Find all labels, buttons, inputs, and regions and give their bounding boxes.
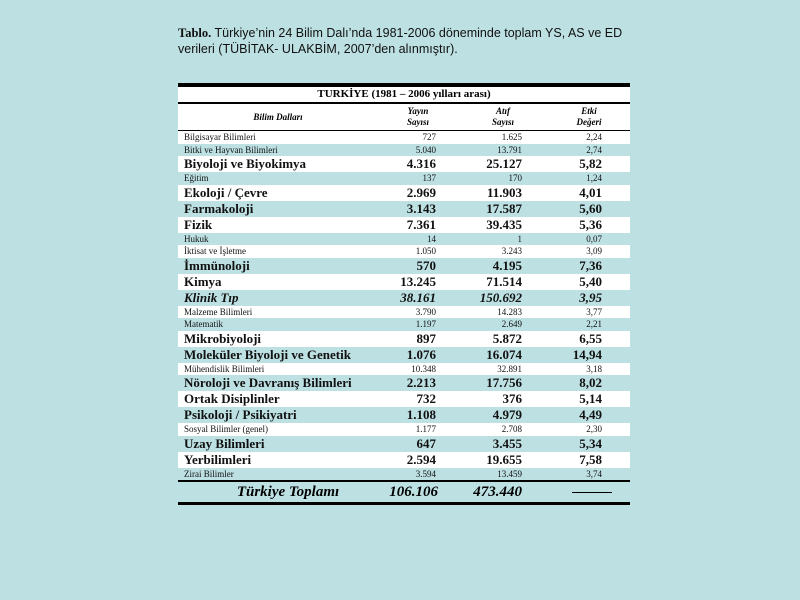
total-publications: 106.106: [389, 483, 438, 500]
header-citations-line1: Atıf: [495, 106, 510, 116]
row-publications: 727: [422, 132, 436, 143]
table-caption: [178, 25, 638, 57]
table-row: [178, 375, 630, 391]
row-publications: 2.594: [406, 451, 436, 467]
row-field-name: Mühendislik Bilimleri: [184, 363, 265, 374]
row-citations: 150.692: [479, 289, 522, 305]
row-publications: 732: [416, 391, 436, 406]
row-field-name: Hukuk: [184, 233, 209, 244]
row-citations: 3.243: [501, 246, 522, 257]
row-publications: 13.245: [400, 273, 436, 289]
header-impact-line1: Etki: [581, 106, 597, 116]
row-field-name: Sosyal Bilimler (genel): [184, 424, 268, 435]
row-field-name: Zirai Bilimler: [184, 468, 234, 479]
row-publications: 647: [416, 435, 436, 451]
row-impact: 7,58: [579, 451, 602, 467]
table-row: [178, 436, 630, 452]
row-field-name: Malzeme Bilimleri: [184, 306, 253, 317]
row-citations: 17.756: [486, 375, 522, 390]
row-field-name: Nöroloji ve Davranış Bilimleri: [184, 375, 352, 390]
row-publications: 10.348: [411, 363, 436, 374]
row-citations: 25.127: [486, 156, 522, 171]
row-field-name: Bilgisayar Bilimleri: [184, 132, 256, 143]
data-table: [178, 83, 630, 505]
row-field-name: İmmünoloji: [184, 257, 250, 273]
row-publications: 1.076: [406, 346, 436, 362]
row-field-name: Biyoloji ve Biyokimya: [184, 156, 307, 171]
row-field-name: Ortak Disiplinler: [184, 391, 280, 406]
row-publications: 2.213: [406, 375, 436, 390]
table-row: [178, 185, 630, 201]
row-citations: 16.074: [486, 346, 522, 362]
table-row: [178, 452, 630, 468]
row-publications: 1.197: [415, 319, 436, 330]
table-row: [178, 258, 630, 274]
row-impact: 6,55: [579, 330, 602, 346]
row-publications: 4.316: [406, 156, 436, 171]
row-citations: 14.283: [497, 306, 522, 317]
row-citations: 71.514: [486, 273, 522, 289]
row-impact: 7,36: [579, 257, 602, 273]
table-row: [178, 363, 630, 376]
row-field-name: Klinik Tıp: [184, 289, 239, 305]
table-title: TURKİYE (1981 – 2006 yılları arası): [178, 87, 630, 104]
row-impact: 3,18: [586, 363, 602, 374]
table-row: [178, 391, 630, 407]
row-field-name: Matematik: [184, 319, 223, 330]
row-field-name: Bitki ve Hayvan Bilimleri: [184, 144, 278, 155]
row-impact: 3,09: [586, 246, 602, 257]
total-citations: 473.440: [473, 483, 522, 500]
row-publications: 3.594: [415, 468, 436, 479]
row-impact: 5,36: [579, 216, 602, 232]
table-row: [178, 423, 630, 436]
row-impact: 2,30: [586, 424, 602, 435]
row-citations: 4.979: [492, 407, 522, 422]
row-impact: 8,02: [579, 375, 602, 390]
table-row: [178, 347, 630, 363]
row-publications: 897: [416, 330, 436, 346]
table-row: [178, 274, 630, 290]
row-field-name: Ekoloji / Çevre: [184, 184, 268, 200]
row-impact: 1,24: [586, 173, 602, 184]
row-citations: 5.872: [492, 330, 522, 346]
row-publications: 3.143: [406, 200, 436, 216]
row-impact: 14,94: [572, 346, 602, 362]
row-impact: 3,74: [586, 468, 602, 479]
row-citations: 32.891: [497, 363, 522, 374]
row-impact: 5,60: [579, 200, 602, 216]
header-citations: [458, 106, 548, 128]
table-row: [178, 468, 630, 481]
row-publications: 1.050: [415, 246, 436, 257]
total-label: Türkiye Toplamı: [236, 483, 340, 500]
row-field-name: Kimya: [184, 273, 222, 289]
row-citations: 1: [517, 233, 522, 244]
table-header: [178, 104, 630, 131]
row-impact: 5,40: [579, 273, 602, 289]
table-row: [178, 201, 630, 217]
row-citations: 19.655: [486, 451, 522, 467]
row-impact: 2,21: [586, 319, 602, 330]
caption-label: Tablo.: [178, 26, 212, 40]
row-citations: 11.903: [486, 184, 522, 200]
row-field-name: Eğitim: [184, 173, 209, 184]
row-citations: 13.791: [497, 144, 522, 155]
row-field-name: Psikoloji / Psikiyatri: [184, 407, 297, 422]
row-citations: 376: [502, 391, 522, 406]
row-citations: 2.649: [501, 319, 522, 330]
row-citations: 4.195: [492, 257, 522, 273]
header-field: Bilim Dalları: [253, 112, 303, 122]
row-impact: 2,74: [586, 144, 602, 155]
table-row: [178, 156, 630, 172]
row-citations: 170: [508, 173, 522, 184]
row-citations: 1.625: [501, 132, 522, 143]
row-field-name: Farmakoloji: [184, 200, 254, 216]
table-row: [178, 172, 630, 185]
row-impact: 5,34: [579, 435, 602, 451]
row-publications: 3.790: [415, 306, 436, 317]
table-row: [178, 331, 630, 347]
table-row: [178, 233, 630, 246]
header-impact: [548, 106, 630, 128]
row-impact: 2,24: [586, 132, 602, 143]
row-publications: 1.177: [415, 424, 436, 435]
header-publications-line2: Sayısı: [406, 117, 429, 127]
row-citations: 2.708: [501, 424, 522, 435]
row-citations: 13.459: [497, 468, 522, 479]
row-field-name: Moleküler Biyoloji ve Genetik: [184, 346, 351, 362]
row-impact: 5,14: [579, 391, 602, 406]
row-publications: 570: [416, 257, 436, 273]
row-field-name: Uzay Bilimleri: [184, 435, 265, 451]
table-row: [178, 131, 630, 144]
header-publications: [378, 106, 458, 128]
row-impact: 4,49: [579, 407, 602, 422]
row-field-name: Mikrobiyoloji: [184, 330, 262, 346]
row-field-name: Fizik: [184, 216, 213, 232]
row-field-name: Yerbilimleri: [184, 451, 252, 467]
table-row: [178, 318, 630, 331]
row-publications: 1.108: [406, 407, 436, 422]
row-publications: 14: [427, 233, 436, 244]
table-row: [178, 217, 630, 233]
table-row: [178, 245, 630, 258]
row-impact: 3,95: [579, 289, 602, 305]
row-publications: 137: [422, 173, 436, 184]
table-row: [178, 306, 630, 319]
row-publications: 7.361: [406, 216, 436, 232]
table-row: [178, 144, 630, 157]
table-body: [178, 131, 630, 480]
header-publications-line1: Yayın: [407, 106, 429, 116]
row-publications: 2.969: [406, 184, 436, 200]
row-impact: 5,82: [579, 156, 602, 171]
row-publications: 5.040: [415, 144, 436, 155]
row-citations: 39.435: [486, 216, 522, 232]
header-impact-line2: Değeri: [576, 117, 602, 127]
row-impact: 4,01: [579, 184, 602, 200]
caption-text: Türkiye’nin 24 Bilim Dalı’nda 1981-2006 döneminde toplam YS, AS ve ED verileri (TÜBİTAK- ULAKBİM, 2007’den alınmıştır).: [178, 26, 623, 56]
row-citations: 3.455: [492, 435, 522, 451]
dash-line: [572, 492, 612, 493]
row-impact: 0,07: [586, 233, 602, 244]
row-citations: 17.587: [486, 200, 522, 216]
header-citations-line2: Sayısı: [491, 117, 514, 127]
row-impact: 3,77: [586, 306, 602, 317]
row-field-name: İktisat ve İşletme: [184, 246, 246, 257]
table-row: [178, 407, 630, 423]
table-row: [178, 290, 630, 306]
total-row: [178, 480, 630, 502]
row-publications: 38.161: [400, 289, 436, 305]
total-impact: [522, 484, 612, 501]
